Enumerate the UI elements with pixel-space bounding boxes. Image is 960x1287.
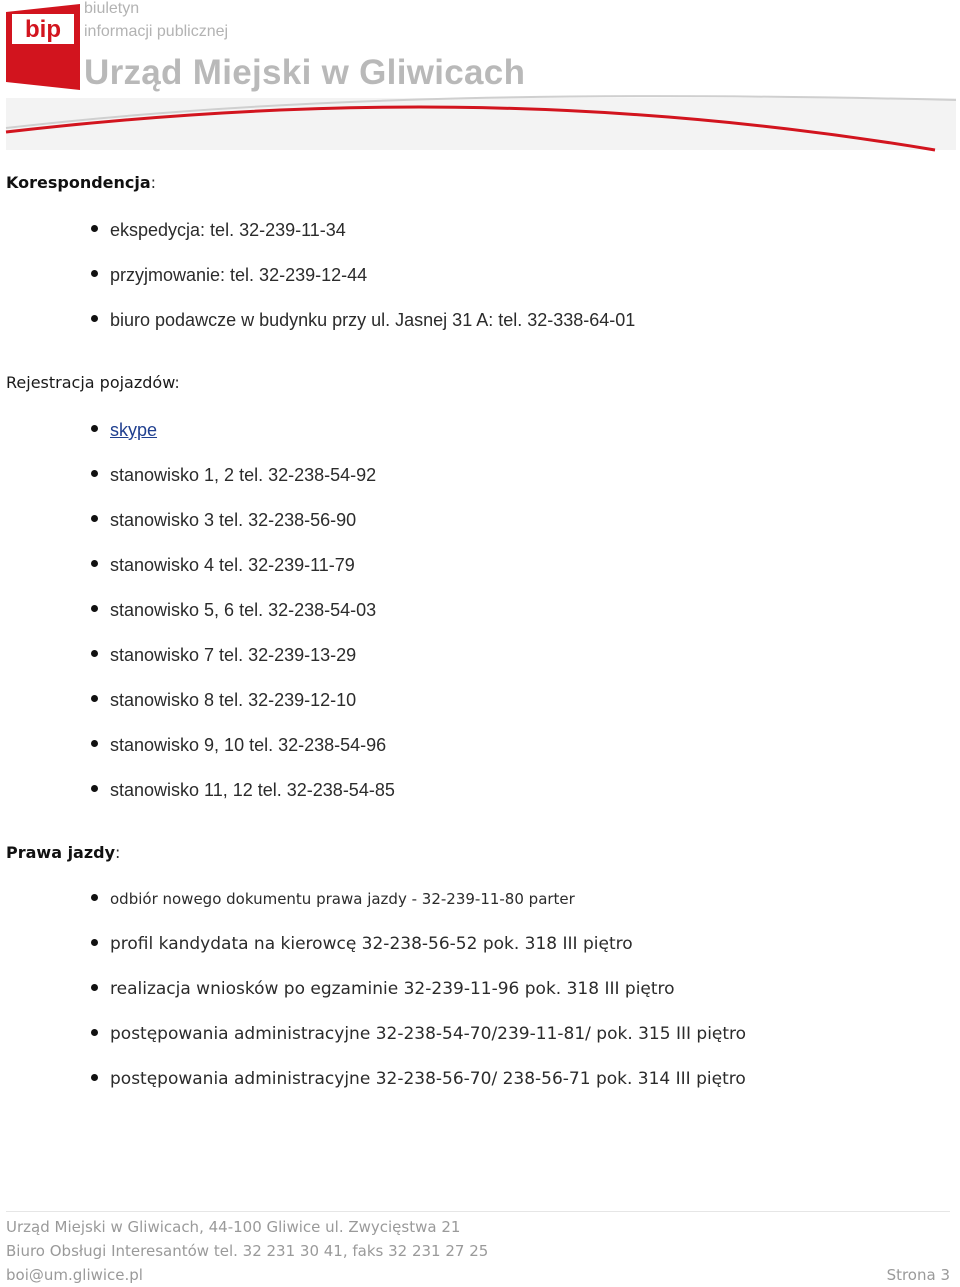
section-heading-vehicle-registration: Rejestracja pojazdów:	[6, 373, 180, 392]
bullet-icon	[91, 894, 98, 901]
bullet-icon	[91, 225, 98, 232]
office-title: Urząd Miejski w Gliwicach	[84, 53, 526, 92]
footer-divider	[6, 1211, 950, 1212]
bip-label-line1: biuletyn	[84, 0, 140, 17]
bullet-icon	[91, 605, 98, 612]
bullet-icon	[91, 650, 98, 657]
bullet-icon	[91, 785, 98, 792]
bip-logo-icon	[6, 4, 80, 90]
footer-contact: Biuro Obsługi Interesantów tel. 32 231 30 41, faks 32 231 27 25	[6, 1242, 489, 1260]
page-header	[0, 0, 960, 160]
bullet-icon	[91, 470, 98, 477]
footer-address: Urząd Miejski w Gliwicach, 44-100 Gliwice ul. Zwycięstwa 21	[6, 1218, 461, 1236]
bullet-icon	[91, 984, 98, 991]
bullet-icon	[91, 270, 98, 277]
bullet-icon	[91, 740, 98, 747]
bullet-icon	[91, 939, 98, 946]
svg-text:bip: bip	[25, 16, 61, 43]
skype-link[interactable]: skype	[110, 420, 158, 440]
bullet-icon	[91, 315, 98, 322]
bullet-icon	[91, 1074, 98, 1081]
section-heading-driving-licence: Prawa jazdy:	[6, 843, 121, 862]
page-number: Strona 3	[886, 1266, 950, 1284]
bip-label-line2: informacji publicznej	[84, 23, 229, 40]
bullet-icon	[91, 560, 98, 567]
footer-email: boi@um.gliwice.pl	[6, 1266, 143, 1284]
section-heading-correspondence: Korespondencja:	[6, 173, 157, 192]
bullet-icon	[91, 425, 98, 432]
bullet-icon	[91, 695, 98, 702]
header-swoosh	[0, 92, 960, 156]
bullet-icon	[91, 515, 98, 522]
bullet-icon	[91, 1029, 98, 1036]
